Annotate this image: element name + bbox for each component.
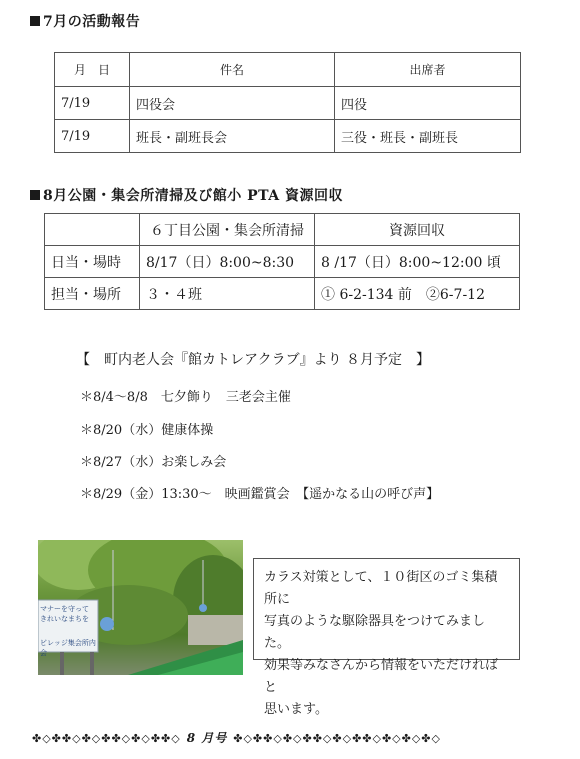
row-attendees: 三役・班長・副班長 [335,120,521,153]
event-item: ＊8/27（水）お楽しみ会 [80,455,227,470]
empty-corner-cell [45,214,140,246]
row-date: 7/19 [55,120,130,153]
footer-issue-label: 8 月号 [186,731,228,745]
august-cleaning-table [44,213,520,310]
event-item: ＊8/20（水）健康体操 [80,423,214,438]
row-label-date-place: 日当・場時 [45,246,140,278]
footer-border [32,729,441,746]
section-heading-july-report: 7月の活動報告 [30,11,140,31]
cell-collection-place: ① 6-2-134 前 ②6-7-12 [315,278,520,310]
cell-collection-date: 8 /17（日）8:00~12:00 頃 [315,246,520,278]
row-subject: 四役会 [130,87,335,120]
row-attendees: 四役 [335,87,521,120]
table-row [55,87,521,120]
header-resource-collection: 資源回収 [315,214,520,246]
row-date: 7/19 [55,87,130,120]
row-subject: 班長・副班長会 [130,120,335,153]
crow-note-box: カラス対策として、１０街区のゴミ集積所に 写真のような駆除器具をつけてみました。 効果等みなさんから情報をいただければと 思います。 [253,558,520,660]
header-attendees: 出席者 [335,53,521,87]
table-row [45,278,520,310]
event-item: ＊8/4～8/8 七夕飾り 三老会主催 [80,390,291,405]
square-bullet-icon [30,16,40,26]
row-label-duty-place: 担当・場所 [45,278,140,310]
sign-text: マナーを守って きれいなまちを ビレッジ集会所内会 [40,605,96,657]
header-park-cleaning: ６丁目公園・集会所清掃 [140,214,315,246]
header-date: 月 日 [55,53,130,87]
table-row [45,246,520,278]
july-activity-table [54,52,521,153]
footer-ornament-right: ✤◇✤✤◇✤◇✤✤◇✤◇✤✤◇✤◇✤◇✤◇ [233,732,441,745]
square-bullet-icon [30,190,40,200]
senior-club-heading: 【 町内老人会『館カトレアクラブ』より ８月予定 】 [76,352,431,368]
crow-deterrent-photo [38,540,243,675]
table-row [55,120,521,153]
footer-ornament-left: ✤◇✤✤◇✤◇✤✤◇✤◇✤✤◇ [32,732,181,745]
cell-cleaning-duty: ３・４班 [140,278,315,310]
header-subject: 件名 [130,53,335,87]
cell-cleaning-date: 8/17（日）8:00~8:30 [140,246,315,278]
section-heading-august-cleaning: 8月公園・集会所清掃及び館小 PTA 資源回収 [30,185,343,205]
event-item: ＊8/29（金）13:30～ 映画鑑賞会 【遥かなる山の呼び声】 [80,487,440,502]
